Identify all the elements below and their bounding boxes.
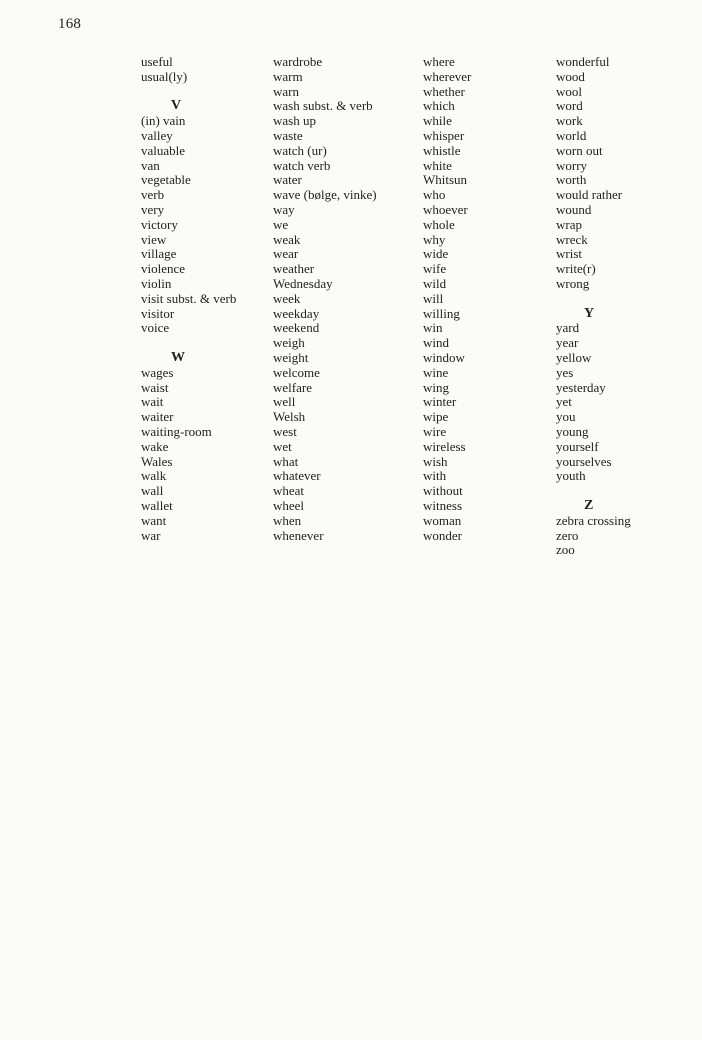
word-entry: yesterday — [556, 379, 606, 395]
letter-section — [273, 55, 413, 543]
word-column-4 — [556, 55, 702, 558]
word-entry: way — [273, 201, 295, 217]
word-entry: willing — [423, 305, 460, 321]
word-entry: whoever — [423, 201, 468, 217]
word-entry: which — [423, 98, 455, 114]
word-entry: winter — [423, 394, 457, 410]
word-entry: waiting-room — [141, 423, 212, 439]
word-entry: world — [556, 127, 587, 143]
word-entry: when — [273, 512, 302, 528]
word-entry: welfare — [273, 379, 312, 395]
word-column-3 — [423, 55, 543, 543]
letter-section — [556, 55, 702, 292]
word-entry: what — [273, 453, 299, 469]
letter-section — [141, 55, 291, 85]
word-entry: wool — [556, 83, 582, 99]
word-entry: whatever — [273, 468, 321, 484]
word-entry: wave (bølge, vinke) — [273, 187, 377, 203]
word-entry: vegetable — [141, 172, 191, 188]
word-entry: weight — [273, 349, 309, 365]
word-entry: yet — [556, 394, 572, 410]
word-entry: wrist — [556, 246, 582, 262]
word-entry: wing — [423, 379, 449, 395]
word-entry: while — [423, 113, 452, 129]
word-entry: whenever — [273, 527, 324, 543]
word-entry: wake — [141, 438, 169, 454]
word-entry: victory — [141, 216, 178, 232]
word-entry: view — [141, 231, 167, 247]
letter-section — [141, 351, 291, 543]
word-entry: worth — [556, 172, 587, 188]
word-entry: wind — [423, 335, 449, 351]
word-entry: without — [423, 483, 463, 499]
word-entry: work — [556, 113, 583, 129]
word-entry: wherever — [423, 68, 472, 84]
word-entry: visitor — [141, 305, 175, 321]
word-entry: very — [141, 201, 165, 217]
letter-section — [556, 307, 702, 485]
word-entry: wonderful — [556, 54, 610, 69]
word-entry: weigh — [273, 335, 305, 351]
word-entry: week — [273, 290, 301, 306]
word-entry: youth — [556, 468, 586, 484]
word-entry: warn — [273, 83, 299, 99]
word-entry: why — [423, 231, 446, 247]
word-entry: valley — [141, 127, 173, 143]
word-entry: well — [273, 394, 296, 410]
word-entry: young — [556, 423, 589, 439]
word-entry: yellow — [556, 349, 592, 365]
word-entry: van — [141, 157, 160, 173]
word-entry: visit subst. & verb — [141, 290, 237, 306]
word-entry: wine — [423, 364, 449, 380]
word-entry: Whitsun — [423, 172, 468, 188]
word-entry: watch (ur) — [273, 142, 327, 158]
word-entry: waste — [273, 127, 303, 143]
word-entry: welcome — [273, 364, 320, 380]
word-entry: where — [423, 54, 455, 69]
word-entry: yourselves — [556, 453, 612, 469]
word-entry: wrap — [556, 216, 582, 232]
word-entry: wireless — [423, 438, 466, 454]
word-entry: yes — [556, 364, 574, 380]
word-entry: wait — [141, 394, 164, 410]
word-entry: zebra crossing — [556, 512, 631, 528]
word-entry: useful — [141, 54, 173, 69]
word-entry: who — [423, 187, 446, 203]
word-entry: verb — [141, 187, 165, 203]
word-entry: will — [423, 290, 444, 306]
word-entry: woman — [423, 512, 462, 528]
word-entry: yard — [556, 320, 580, 336]
word-entry: voice — [141, 320, 170, 336]
word-entry: wound — [556, 201, 592, 217]
word-entry: walk — [141, 468, 167, 484]
word-entry: year — [556, 335, 579, 351]
word-entry: wallet — [141, 497, 173, 513]
word-entry: Welsh — [273, 409, 306, 425]
word-entry: whole — [423, 216, 455, 232]
word-entry: wall — [141, 483, 164, 499]
letter-section — [556, 499, 702, 558]
word-entry: (in) vain — [141, 113, 186, 129]
word-entry: with — [423, 468, 447, 484]
word-entry: wipe — [423, 409, 449, 425]
word-entry: you — [556, 409, 576, 425]
word-entry: wear — [273, 246, 299, 262]
word-entry: wash up — [273, 113, 316, 129]
word-entry: wheat — [273, 483, 305, 499]
word-entry: weak — [273, 231, 301, 247]
word-entry: usual(ly) — [141, 68, 188, 84]
word-entry: wonder — [423, 527, 462, 543]
word-entry: worn out — [556, 142, 603, 158]
word-entry: whistle — [423, 142, 461, 158]
word-entry: war — [141, 527, 161, 543]
word-entry: wet — [273, 438, 292, 454]
word-entry: window — [423, 349, 465, 365]
word-entry: want — [141, 512, 167, 528]
letter-section — [141, 99, 291, 336]
word-entry: would rather — [556, 187, 623, 203]
letter-heading: W — [171, 349, 185, 365]
letter-heading: Z — [584, 497, 594, 513]
page-number: 168 — [58, 16, 82, 32]
word-entry: wheel — [273, 497, 305, 513]
word-entry: wish — [423, 453, 448, 469]
word-entry: yourself — [556, 438, 599, 454]
word-entry: whisper — [423, 127, 465, 143]
word-entry: west — [273, 423, 297, 439]
word-entry: wood — [556, 68, 585, 84]
word-entry: violin — [141, 275, 172, 291]
word-entry: warm — [273, 68, 303, 84]
word-entry: weekday — [273, 305, 320, 321]
word-entry: wages — [141, 364, 174, 380]
word-entry: wreck — [556, 231, 588, 247]
word-entry: wardrobe — [273, 54, 323, 69]
word-entry: zoo — [556, 542, 575, 558]
word-entry: witness — [423, 497, 462, 513]
letter-heading: Y — [584, 305, 595, 321]
word-entry: wash subst. & verb — [273, 98, 373, 114]
word-entry: whether — [423, 83, 465, 99]
word-entry: violence — [141, 261, 186, 277]
word-entry: win — [423, 320, 443, 336]
word-entry: village — [141, 246, 177, 262]
word-entry: waiter — [141, 409, 174, 425]
word-entry: weekend — [273, 320, 320, 336]
word-column-1 — [141, 55, 291, 543]
word-entry: wire — [423, 423, 447, 439]
word-entry: Wednesday — [273, 275, 333, 291]
word-entry: write(r) — [556, 261, 596, 277]
word-entry: weather — [273, 261, 315, 277]
word-entry: wild — [423, 275, 447, 291]
word-entry: wrong — [556, 275, 590, 291]
word-column-2 — [273, 55, 413, 543]
word-entry: word — [556, 98, 583, 114]
word-entry: watch verb — [273, 157, 331, 173]
word-entry: we — [273, 216, 289, 232]
word-entry: wide — [423, 246, 449, 262]
word-entry: white — [423, 157, 452, 173]
word-entry: worry — [556, 157, 588, 173]
word-entry: valuable — [141, 142, 186, 158]
letter-heading: V — [171, 98, 182, 114]
word-entry: zero — [556, 527, 579, 543]
word-entry: Wales — [141, 453, 173, 469]
word-entry: wife — [423, 261, 447, 277]
word-entry: waist — [141, 379, 169, 395]
letter-section — [423, 55, 543, 543]
word-entry: water — [273, 172, 302, 188]
